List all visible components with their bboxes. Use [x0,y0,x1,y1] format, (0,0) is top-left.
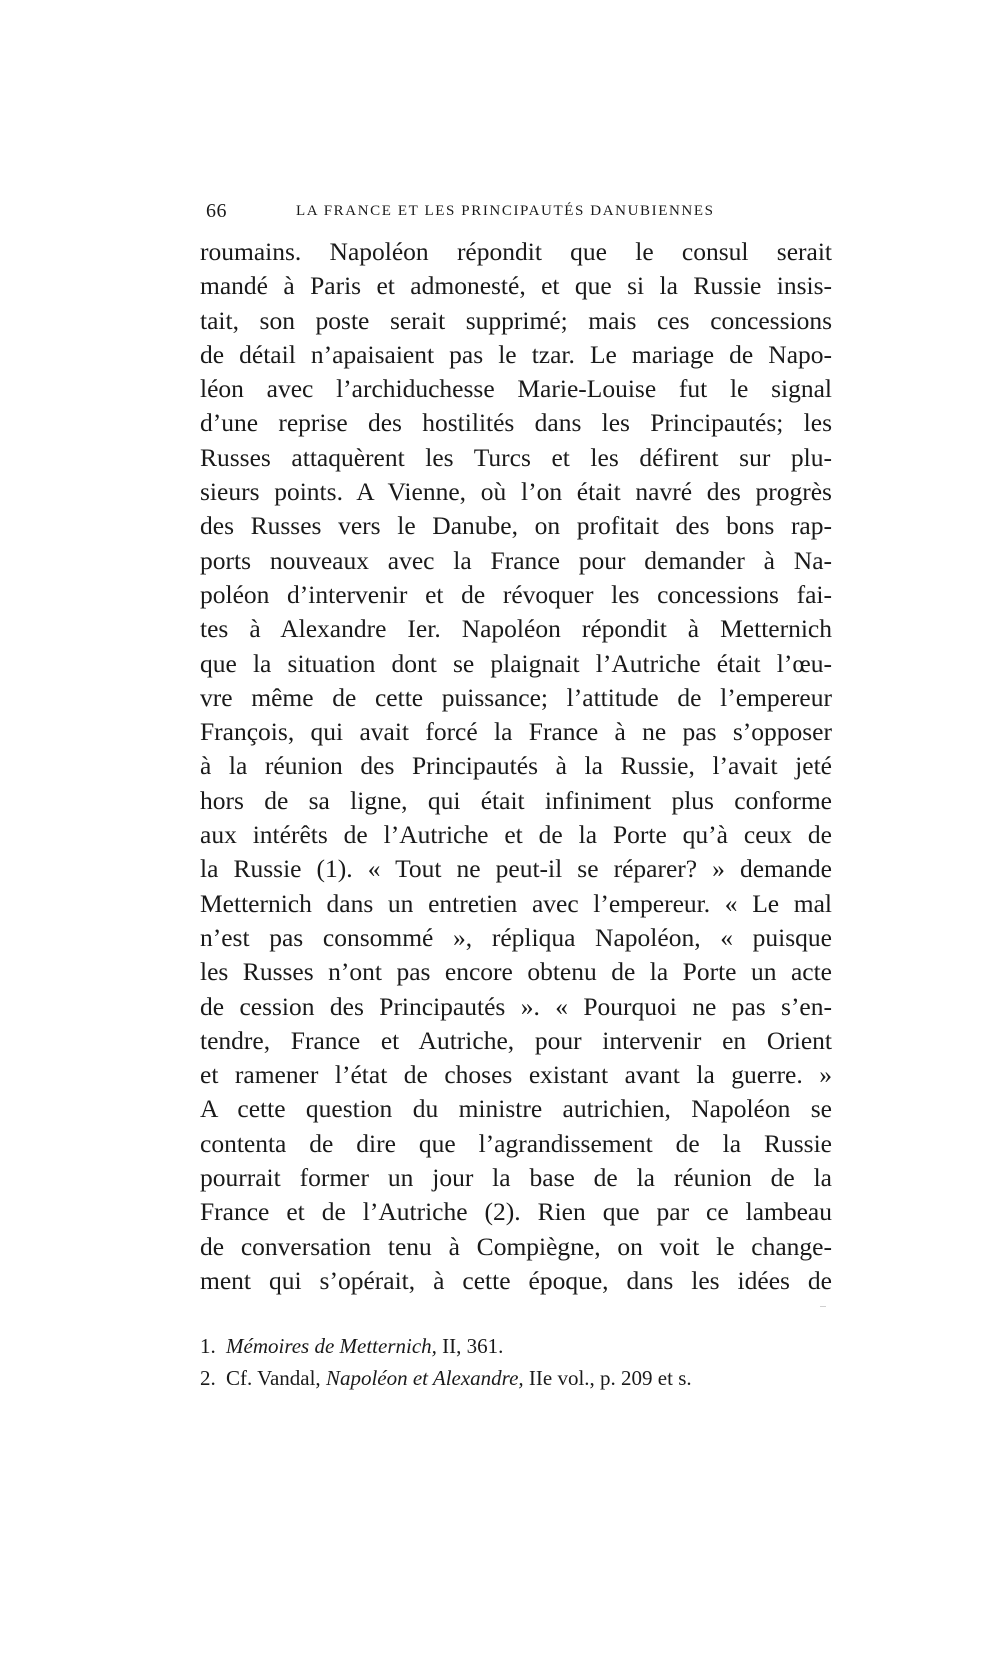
footnote-title: Mémoires de Metternich, [226,1334,437,1358]
text-line: France et de l’Autriche (2). Rien que par ce lambeau [200,1197,832,1227]
text-line: vre même de cette puissance; l’attitude de l’empereur [200,682,832,712]
text-line: pourrait former un jour la base de la réunion de la [200,1163,832,1193]
text-line: Russes attaquèrent les Turcs et les défirent sur plu- [200,442,832,472]
footnote [200,1362,832,1394]
footnote-reference: IIe vol., p. 209 et s. [523,1366,692,1390]
body-text [200,235,832,1298]
text-line: à la réunion des Principautés à la Russie, l’avait jeté [200,751,832,781]
text-line: de conversation tenu à Compiègne, on voit le change- [200,1231,832,1261]
text-line: tait, son poste serait supprimé; mais ces concessions [200,305,832,335]
text-line: la Russie (1). « Tout ne peut-il se réparer? » demande [200,854,832,884]
text-line: roumains. Napoléon répondit que le consul serait [200,237,832,266]
text-line: tes à Alexandre Ier. Napoléon répondit à Metternich [200,614,832,644]
footnotes [200,1330,832,1394]
text-line: Metternich dans un entretien avec l’empereur. « Le mal [200,888,832,918]
text-line: François, qui avait forcé la France à ne pas s’opposer [200,717,832,747]
footnote-title: Napoléon et Alexandre, [325,1366,524,1390]
footnote-author: Cf. Vandal, [226,1366,326,1390]
text-line: hors de sa ligne, qui était infiniment plus conforme [200,785,832,815]
text-line: de cession des Principautés ». « Pourquoi ne pas s’en- [200,991,832,1021]
running-head [206,200,826,224]
text-line: tendre, France et Autriche, pour intervenir en Orient [200,1025,832,1055]
text-line: contenta de dire que l’agrandissement de la Russie [200,1128,832,1158]
divider-mark [820,1306,826,1307]
footnote [200,1330,832,1362]
text-line: ment qui s’opérait, à cette époque, dans les idées de [200,1265,832,1295]
text-line: d’une reprise des hostilités dans les Principautés; les [200,408,832,438]
text-line: des Russes vers le Danube, on profitait des bons rap- [200,511,832,541]
running-title: LA FRANCE ET LES PRINCIPAUTÉS DANUBIENNES [296,203,715,219]
footnote-reference: II, 361. [436,1334,504,1358]
text-line: poléon d’intervenir et de révoquer les concessions fai- [200,579,832,609]
text-line: les Russes n’ont pas encore obtenu de la Porte un acte [200,957,832,987]
text-line: n’est pas consommé », répliqua Napoléon, « puisque [200,922,832,952]
text-line: aux intérêts de l’Autriche et de la Porte qu’à ceux de [200,820,832,850]
footnote-number: 1. [200,1334,216,1358]
text-line: que la situation dont se plaignait l’Autriche était l’œu- [200,648,832,678]
text-line: sieurs points. A Vienne, où l’on était navré des progrès [200,477,832,507]
text-line: de détail n’apaisaient pas le tzar. Le mariage de Napo- [200,339,832,369]
text-line: A cette question du ministre autrichien, Napoléon se [200,1094,832,1124]
text-line: et ramener l’état de choses existant avant la guerre. » [200,1060,832,1090]
page-number: 66 [206,200,227,222]
text-line: mandé à Paris et admonesté, et que si la Russie insis- [200,271,832,301]
text-line: ports nouveaux avec la France pour demander à Na- [200,545,832,575]
text-line: léon avec l’archiduchesse Marie-Louise fut le signal [200,374,832,404]
footnote-number: 2. [200,1366,216,1390]
